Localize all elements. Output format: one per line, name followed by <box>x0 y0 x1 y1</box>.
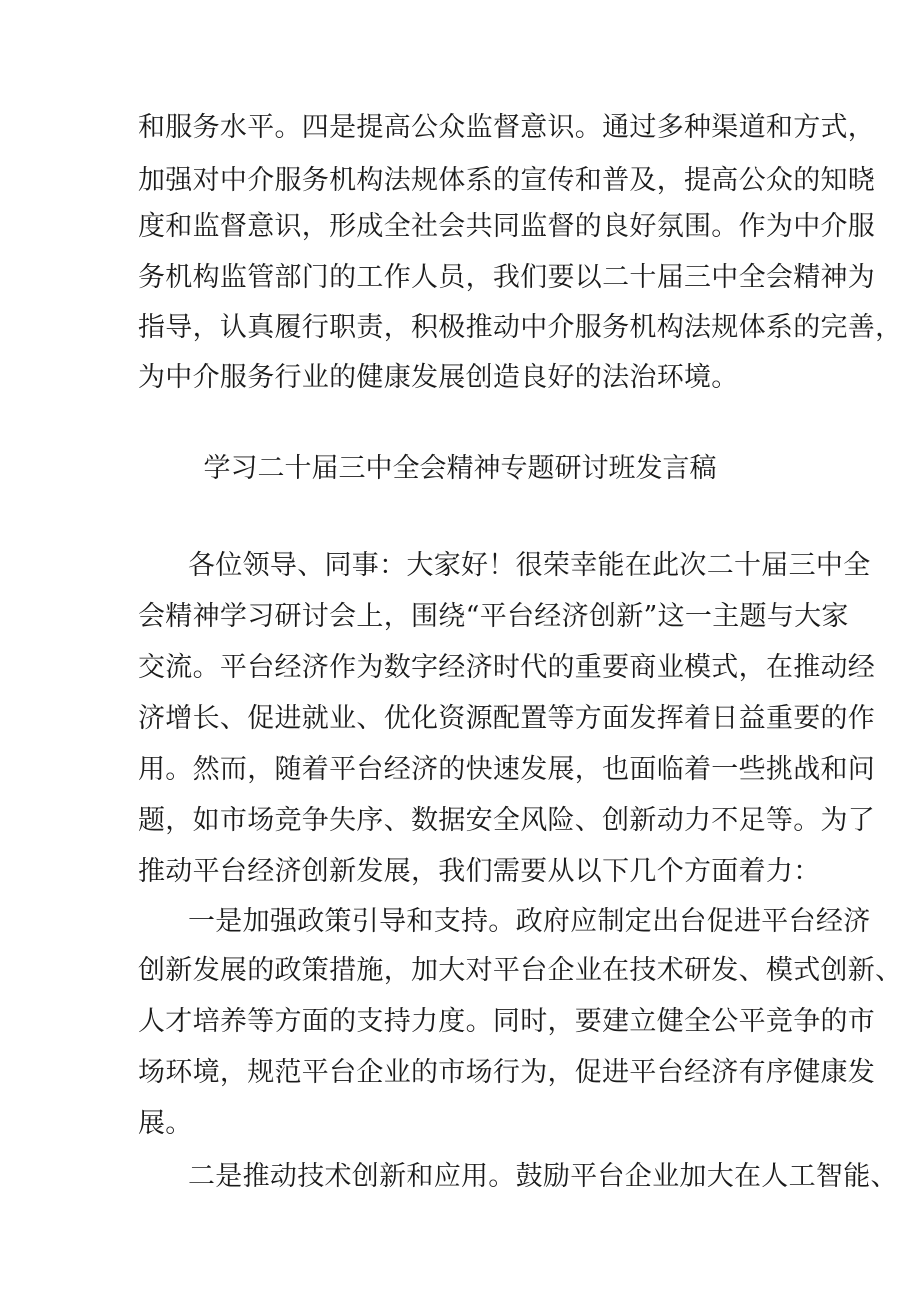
paragraph-line: 和服务水平。四是提高公众监督意识。通过多种渠道和方式， <box>138 112 876 143</box>
paragraph-line: 为中介服务行业的健康发展创造良好的法治环境。 <box>138 362 739 393</box>
paragraph-line: 一是加强政策引导和支持。政府应制定出台促进平台经济 <box>188 906 871 937</box>
paragraph-line: 务机构监管部门的工作人员，我们要以二十届三中全会精神为 <box>138 262 876 293</box>
paragraph-line: 加强对中介服务机构法规体系的宣传和普及，提高公众的知晓 <box>138 165 876 196</box>
paragraph-line: 会精神学习研讨会上，围绕“平台经济创新”这一主题与大家 <box>138 601 849 632</box>
document-title: 学习二十届三中全会精神专题研讨班发言稿 <box>203 453 717 484</box>
paragraph-line: 济增长、促进就业、优化资源配置等方面发挥着日益重要的作 <box>138 703 876 734</box>
paragraph-line: 用。然而，随着平台经济的快速发展，也面临着一些挑战和问 <box>138 754 876 785</box>
paragraph-line: 各位领导、同事：大家好！很荣幸能在此次二十届三中全 <box>188 550 871 581</box>
paragraph-line: 题，如市场竞争失序、数据安全风险、创新动力不足等。为了 <box>138 805 876 836</box>
paragraph-line: 二是推动技术创新和应用。鼓励平台企业加大在人工智能、 <box>188 1161 898 1192</box>
paragraph-line: 创新发展的政策措施，加大对平台企业在技术研发、模式创新、 <box>138 955 903 986</box>
paragraph-line: 人才培养等方面的支持力度。同时，要建立健全公平竞争的市 <box>138 1006 876 1037</box>
paragraph-line: 展。 <box>138 1108 193 1139</box>
paragraph-line: 推动平台经济创新发展，我们需要从以下几个方面着力： <box>138 856 821 887</box>
paragraph-line: 度和监督意识，形成全社会共同监督的良好氛围。作为中介服 <box>138 211 876 242</box>
paragraph-line: 指导，认真履行职责，积极推动中介服务机构法规体系的完善， <box>138 312 903 343</box>
paragraph-line: 交流。平台经济作为数字经济时代的重要商业模式，在推动经 <box>138 652 876 683</box>
paragraph-line: 场环境，规范平台企业的市场行为，促进平台经济有序健康发 <box>138 1057 876 1088</box>
